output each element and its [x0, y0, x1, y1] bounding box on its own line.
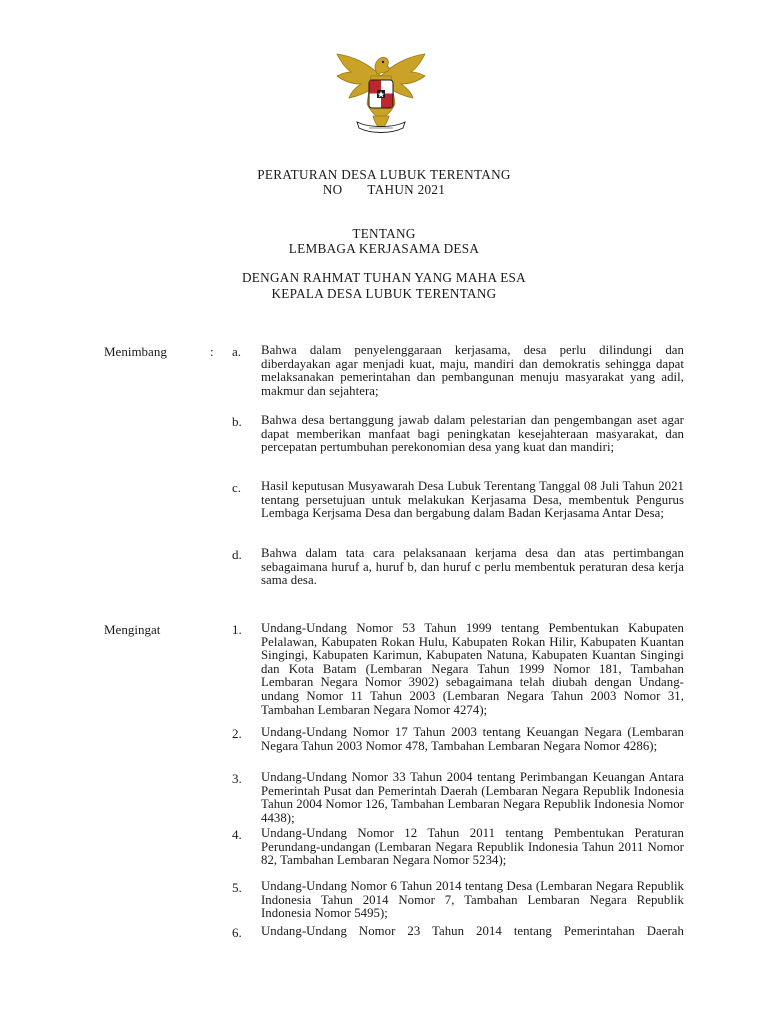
menimbang-item: Bahwa dalam tata cara pelaksanaan kerjama desa dan atas pertimbangan sebagaimana huruf a, huruf b, dan huruf c perlu membentuk peraturan desa kerja sama desa.	[261, 546, 684, 588]
tentang-label: TENTANG	[352, 226, 416, 241]
regulation-number-year: NO TAHUN 2021	[322, 182, 446, 197]
menimbang-item: Bahwa dalam penyelenggaraan kerjasama, desa perlu dilindungi dan diberdayakan agar menjadi kuat, maju, mandiri dan demokratis sehingga dapat melaksanakan pemerintahan dan pembangunan menuju masyarakat yang adil, makmur dan sejahtera;	[261, 343, 684, 398]
menimbang-colon: :	[210, 344, 214, 359]
list-marker: 4.	[232, 827, 242, 842]
list-marker: b.	[232, 414, 242, 429]
list-marker: 3.	[232, 771, 242, 786]
list-marker: 6.	[232, 925, 242, 940]
invocation-line: DENGAN RAHMAT TUHAN YANG MAHA ESA	[241, 270, 527, 285]
garuda-emblem-icon	[331, 46, 431, 136]
list-marker: d.	[232, 547, 242, 562]
regulation-title: PERATURAN DESA LUBUK TERENTANG	[257, 167, 511, 182]
list-marker: c.	[232, 480, 242, 495]
list-marker: 2.	[232, 726, 242, 741]
list-marker: 5.	[232, 880, 242, 895]
mengingat-item: Undang-Undang Nomor 17 Tahun 2003 tentang Keuangan Negara (Lembaran Negara Tahun 2003 Nomor 478, Tambahan Lembaran Negara Nomor 4286);	[261, 725, 684, 753]
regulation-subject: LEMBAGA KERJASAMA DESA	[288, 241, 480, 256]
mengingat-item: Undang-Undang Nomor 53 Tahun 1999 tentang Pembentukan Kabupaten Pelalawan, Kabupaten Rokan Hulu, Kabupaten Rokan Hilir, Kabupaten Kuantan Singingi, Kabupaten Karimun, Kabupaten Natuna, Kabupaten Kuantan Singingi dan Kota Batam (Lembaran Negara Tahun 1999 Nomor 181, Tambahan Lembaran Negara Nomor 3902) sebagaimana telah diubah dengan Undang-undang Nomor 11 Tahun 2003 (Lembaran Negara Tahun 2003 Nomor 31, Tambahan Lembaran Negara Nomor 4274);	[261, 621, 684, 717]
mengingat-item: Undang-Undang Nomor 6 Tahun 2014 tentang Desa (Lembaran Negara Republik Indonesia Tahun 2014 Nomor 7, Tambahan Lembaran Negara Republik Indonesia Nomor 5495);	[261, 879, 684, 921]
mengingat-heading: Mengingat	[104, 622, 161, 637]
list-marker: a.	[232, 344, 242, 359]
menimbang-item: Hasil keputusan Musyawarah Desa Lubuk Terentang Tanggal 08 Juli Tahun 2021 tentang persetujuan untuk melakukan Kerjasama Desa, membentuk Pengurus Lembaga Kerjsama Desa dan bergabung dalam Badan Kerjasama Antar Desa;	[261, 479, 684, 521]
mengingat-item: Undang-Undang Nomor 33 Tahun 2004 tentang Perimbangan Keuangan Antara Pemerintah Pusat dan Pemerintah Daerah (Lembaran Negara Republik Indonesia Tahun 2004 Nomor 126, Tambahan Lembaran Negara Republik Indonesia Nomor 4438);	[261, 770, 684, 825]
mengingat-item: Undang-Undang Nomor 23 Tahun 2014 tentang Pemerintahan Daerah	[261, 924, 684, 938]
menimbang-item: Bahwa desa bertanggung jawab dalam pelestarian dan pengembangan aset agar dapat memberikan manfaat bagi peningkatan kesejahteraan masyarakat, dan percepatan pertumbuhan perekonomian desa yang kuat dan mandiri;	[261, 413, 684, 455]
menimbang-heading: Menimbang	[104, 344, 167, 359]
mengingat-item: Undang-Undang Nomor 12 Tahun 2011 tentang Pembentukan Peraturan Perundang-undangan (Lembaran Negara Republik Indonesia Tahun 2011 Nomor 82, Tambahan Lembaran Negara Nomor 5234);	[261, 826, 684, 868]
list-marker: 1.	[232, 622, 242, 637]
authority-line: KEPALA DESA LUBUK TERENTANG	[271, 286, 497, 301]
